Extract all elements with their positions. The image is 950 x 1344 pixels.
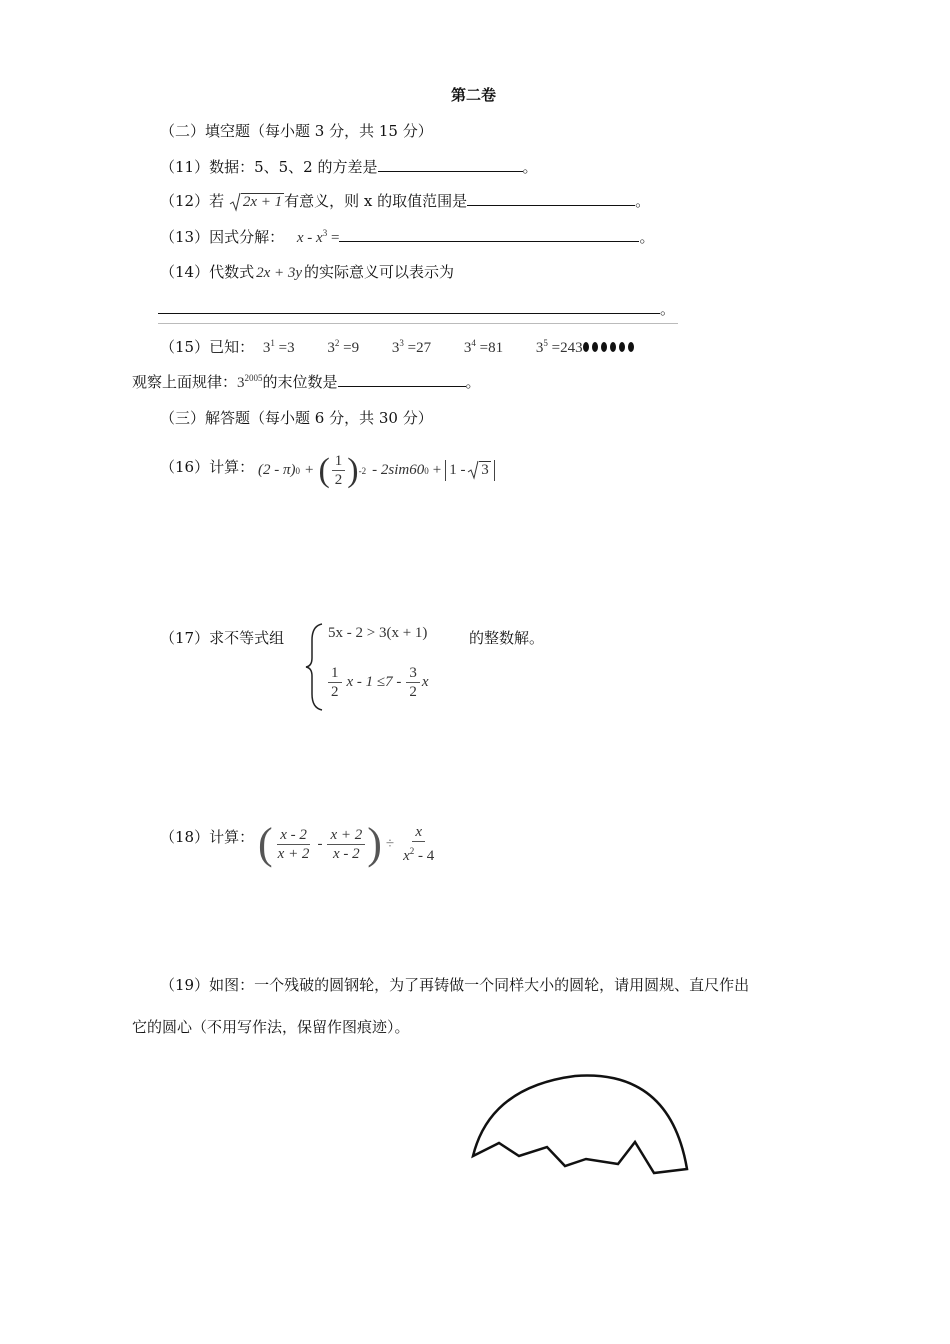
q17-inequality-1: 5x - 2 > 3(x + 1)	[328, 625, 428, 641]
q14-suffix: 。	[660, 300, 676, 318]
ellipsis-dots-icon	[583, 338, 637, 356]
q13-suffix: 。	[639, 228, 655, 246]
q12-sqrt-expression: 2x + 1	[231, 194, 284, 211]
broken-wheel-figure	[460, 1065, 720, 1195]
question-15	[160, 336, 637, 357]
q11-answer-blank	[378, 157, 523, 172]
question-17-label: （17）求不等式组	[160, 629, 285, 647]
question-19-line1: （19）如图：一个残破的圆钢轮，为了再铸做一个同样大小的圆轮，请用圆规、直尺作出	[160, 976, 750, 994]
question-11	[160, 156, 538, 177]
q15-power-2: $3^2 =9$	[327, 338, 360, 356]
left-brace-icon	[304, 622, 326, 712]
sqrt-sign-icon	[467, 460, 479, 480]
q13-prefix: （13）因式分解：	[160, 228, 285, 246]
q12-answer-blank	[467, 191, 635, 206]
section-heading-fill-in: （二）填空题（每小题 3 分，共 15 分）	[160, 122, 433, 140]
q14-middle: 的实际意义可以表示为	[304, 263, 455, 281]
page-title: 第二卷	[451, 86, 497, 104]
question-19-line2: 它的圆心（不用写作法，保留作图痕迹）。	[132, 1018, 410, 1036]
q15-line2-power: $3^{2005}$	[237, 373, 263, 391]
q11-suffix: 。	[522, 158, 538, 176]
question-13	[160, 226, 654, 247]
q15-line2-prefix: 观察上面规律：	[132, 373, 238, 391]
q12-prefix: （12）若	[160, 192, 225, 210]
question-16-label: （16）计算：	[160, 458, 255, 476]
q17-suffix: 的整数解。	[469, 629, 545, 647]
q15-power-3: $3^3 =27$	[391, 338, 432, 356]
question-14	[160, 261, 454, 282]
q12-middle: 有意义，则 x 的取值范围是	[284, 192, 468, 210]
q13-answer-blank	[339, 227, 639, 242]
q15-line2-suffix: 。	[465, 373, 481, 391]
divider	[158, 323, 678, 324]
q14-answer-blank	[158, 299, 660, 314]
q15-answer-blank	[338, 372, 466, 387]
q14-expression: 2x + 3y	[256, 265, 303, 281]
section-heading-solve: （三）解答题（每小题 6 分，共 30 分）	[160, 409, 433, 427]
question-15-line2	[132, 371, 481, 392]
q15-power-4: $3^4 =81$	[463, 338, 504, 356]
q16-expression: (2 - π) 0 + ( $\frac{1}{2}$ ) -2 - 2sim60 0 + 1 - 3	[258, 452, 495, 489]
q14-prefix: （14）代数式	[160, 263, 255, 281]
question-18-label: （18）计算：	[160, 828, 255, 846]
question-12	[160, 190, 650, 211]
sqrt-sign-icon	[229, 192, 241, 212]
q11-prefix: （11）数据：5、5、2 的方差是	[160, 158, 378, 176]
q18-expression: ( $\frac{x - 2}{x + 2}$ - $\frac{x + 2}{x - 2}$ ) ÷ $\frac{x}{x^2 - 4}$	[258, 819, 435, 868]
q15-power-5: $3^5 =243$	[535, 338, 583, 356]
q15-line2-middle: 的末位数是	[262, 373, 338, 391]
q15-prefix: （15）已知：	[160, 338, 255, 356]
q12-suffix: 。	[635, 192, 651, 210]
q14-answer-line	[158, 298, 675, 319]
q15-power-1: $3^1 =3$	[262, 338, 295, 356]
q17-inequality-2: $\frac{1}{2}$ x - 1 ≤7 - $\frac{3}{2}$ x	[326, 664, 429, 701]
q13-expression: x - $x^3$ =	[296, 228, 340, 246]
